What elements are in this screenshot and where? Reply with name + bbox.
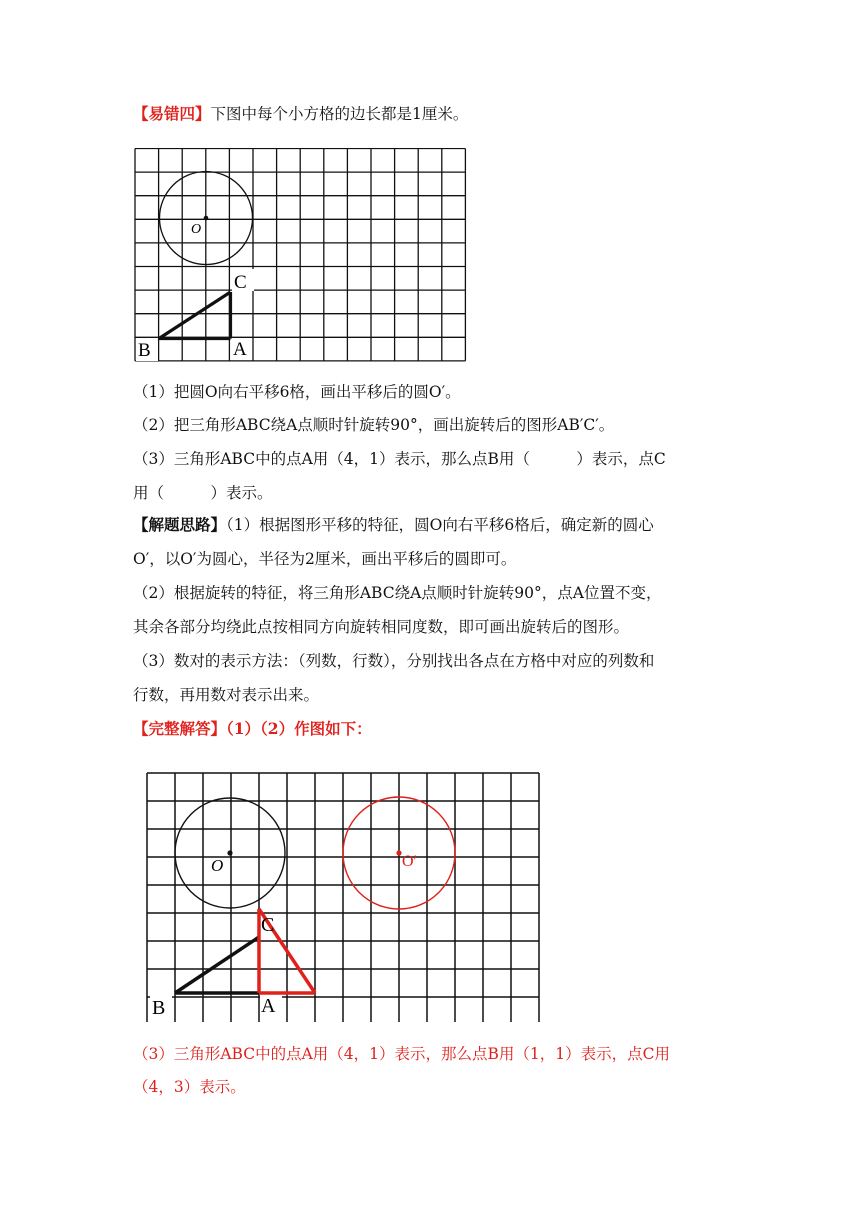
- analysis-line-1: [133, 514, 654, 536]
- triangle-side-bc: [159, 292, 231, 339]
- analysis-line-5: （3）数对的表示方法：（列数，行数），分别找出各点在方格中对应的列数和: [133, 652, 655, 670]
- triangle-side-bc: [175, 937, 259, 993]
- circle-o-prime-label: O′: [402, 853, 418, 870]
- circle-o-label: O: [191, 222, 202, 237]
- answer-line-1: （3）三角形ABC中的点A用（4，1）表示，那么点B用（1，1）表示，点C用: [133, 1045, 670, 1063]
- figure-original-grid: [134, 148, 476, 364]
- problem-text: 下图中每个小方格的边长都是1厘米。: [210, 105, 469, 123]
- figure-solution-grid: [146, 770, 544, 1022]
- point-b-label: B: [138, 340, 151, 361]
- circle-o-label: O: [211, 856, 224, 875]
- question-2: （2）把三角形ABC绕A点顺时针旋转90°，画出旋转后的图形AB′C′。: [133, 416, 615, 434]
- circle-o-center-dot: [227, 850, 232, 855]
- answer-header: [133, 718, 372, 740]
- point-a-label: A: [233, 339, 247, 360]
- grid-lines-solution: [147, 773, 539, 1022]
- problem-tag: 【易错四】: [133, 104, 211, 123]
- answer-header-text: （1）（2）作图如下：: [226, 719, 372, 738]
- analysis-line-3: （2）根据旋转的特征，将三角形ABC绕A点顺时针旋转90°，点A位置不变，: [133, 584, 662, 602]
- circle-o-center-dot: [204, 216, 209, 221]
- point-c-label: C: [261, 914, 275, 936]
- analysis-line-6: 行数，再用数对表示出来。: [133, 686, 320, 704]
- analysis-line-2: O′，以O′为圆心，半径为2厘米，画出平移后的圆即可。: [133, 550, 517, 568]
- question-3-cont: 用（ ）表示。: [133, 484, 273, 502]
- analysis-tag: 【解题思路】: [133, 515, 227, 534]
- analysis-text-1: （1）根据图形平移的特征，圆O向右平移6格后，确定新的圆心: [226, 516, 654, 534]
- problem-statement: [133, 103, 468, 125]
- grid-lines: [135, 149, 465, 361]
- point-a-label: A: [261, 995, 276, 1017]
- answer-tag: 【完整解答】: [133, 719, 227, 738]
- point-c-label: C: [234, 272, 247, 293]
- question-3: （3）三角形ABC中的点A用（4，1）表示，那么点B用（ ）表示，点C: [133, 450, 666, 468]
- question-1: （1）把圆O向右平移6格，画出平移后的圆O′。: [133, 383, 461, 401]
- answer-line-2: （4，3）表示。: [133, 1078, 246, 1096]
- circle-o-prime-center-dot: [396, 850, 401, 855]
- point-b-label: B: [152, 997, 166, 1019]
- analysis-line-4: 其余各部分均绕此点按相同方向旋转相同度数，即可画出旋转后的图形。: [133, 618, 630, 636]
